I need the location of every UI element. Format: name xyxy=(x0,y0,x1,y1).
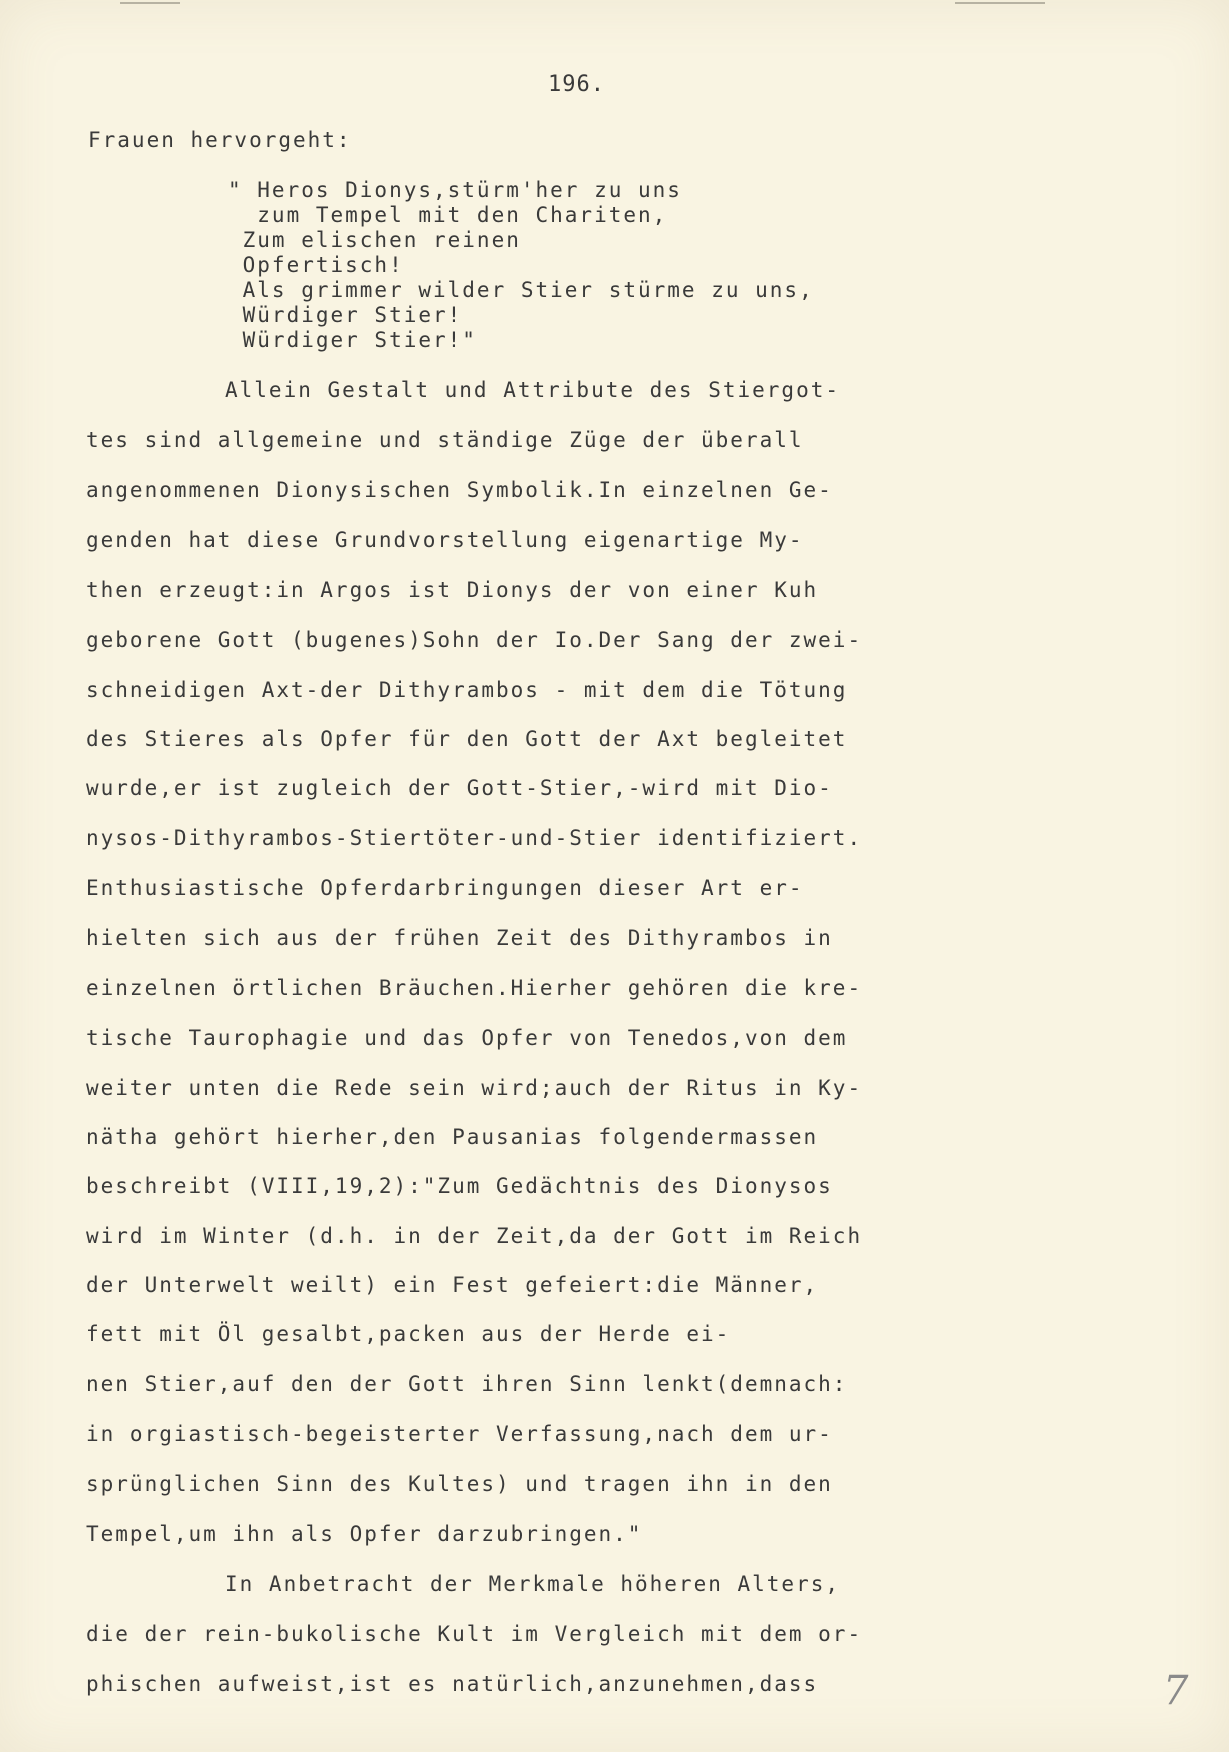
text-line: nysos-Dithyrambos-Stiertöter-und-Stier identifiziert. xyxy=(86,826,863,850)
text-line: wurde,er ist zugleich der Gott-Stier,-wird mit Dio- xyxy=(86,776,833,800)
top-edge-mark-left xyxy=(120,2,180,4)
text-line: wird im Winter (d.h. in der Zeit,da der Gott im Reich xyxy=(86,1224,863,1248)
text-line: Allein Gestalt und Attribute des Stiergot- xyxy=(225,378,841,402)
text-line: then erzeugt:in Argos ist Dionys der von einer Kuh xyxy=(86,578,819,602)
verse-line: Würdiger Stier! xyxy=(228,303,463,327)
text-line: In Anbetracht der Merkmale höheren Alters, xyxy=(225,1572,841,1596)
text-line: Tempel,um ihn als Opfer darzubringen." xyxy=(86,1522,643,1546)
text-line: angenommenen Dionysischen Symbolik.In einzelnen Ge- xyxy=(86,478,833,502)
text-line: schneidigen Axt-der Dithyrambos - mit dem die Tötung xyxy=(86,678,848,702)
page-number: 196. xyxy=(548,72,605,97)
text-line: genden hat diese Grundvorstellung eigenartige My- xyxy=(86,528,804,552)
text-line: hielten sich aus der frühen Zeit des Dithyrambos in xyxy=(86,926,833,950)
text-line: geborene Gott (bugenes)Sohn der Io.Der Sang der zwei- xyxy=(86,628,863,652)
text-line: tes sind allgemeine und ständige Züge der überall xyxy=(86,428,804,452)
text-line: der Unterwelt weilt) ein Fest gefeiert:die Männer, xyxy=(86,1273,819,1297)
text-line: die der rein-bukolische Kult im Vergleich mit dem or- xyxy=(86,1622,863,1646)
text-line: phischen aufweist,ist es natürlich,anzunehmen,dass xyxy=(86,1672,819,1696)
text-line: nen Stier,auf den der Gott ihren Sinn lenkt(demnach: xyxy=(86,1372,848,1396)
text-line: nätha gehört hierher,den Pausanias folgendermassen xyxy=(86,1125,819,1149)
text-line: in orgiastisch-begeisterter Verfassung,nach dem ur- xyxy=(86,1422,833,1446)
text-line: beschreibt (VIII,19,2):"Zum Gedächtnis des Dionysos xyxy=(86,1174,833,1198)
top-edge-mark-right xyxy=(955,2,1045,4)
text-line: des Stieres als Opfer für den Gott der Axt begleitet xyxy=(86,727,848,751)
verse-line: Würdiger Stier!" xyxy=(228,328,477,352)
margin-note: 7 xyxy=(1163,1668,1189,1714)
text-line: Enthusiastische Opferdarbringungen dieser Art er- xyxy=(86,876,804,900)
text-line: tische Taurophagie und das Opfer von Tenedos,von dem xyxy=(86,1026,848,1050)
text-line: einzelnen örtlichen Bräuchen.Hierher gehören die kre- xyxy=(86,976,863,1000)
text-line: fett mit Öl gesalbt,packen aus der Herde ei- xyxy=(86,1322,731,1346)
text-line: Frauen hervorgeht: xyxy=(88,128,352,152)
verse-line: Zum elischen reinen xyxy=(228,228,521,252)
verse-line: Opfertisch! xyxy=(228,253,404,277)
text-line: weiter unten die Rede sein wird;auch der Ritus in Ky- xyxy=(86,1076,863,1100)
verse-line: Als grimmer wilder Stier stürme zu uns, xyxy=(228,278,814,302)
text-line: sprünglichen Sinn des Kultes) und tragen ihn in den xyxy=(86,1472,833,1496)
verse-line: zum Tempel mit den Chariten, xyxy=(228,203,668,227)
verse-line: " Heros Dionys,stürm'her zu uns xyxy=(228,178,682,202)
